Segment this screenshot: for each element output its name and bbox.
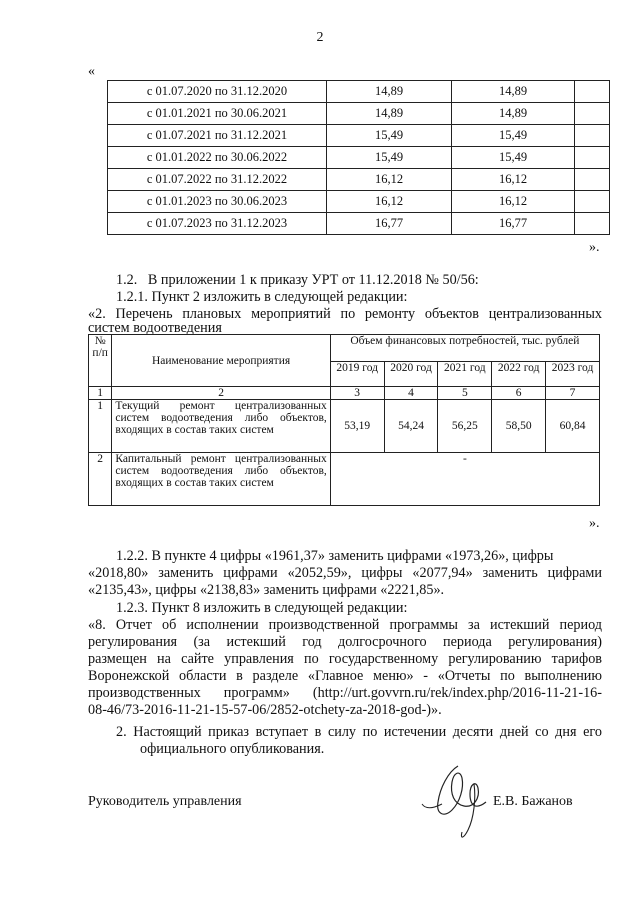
header-num: № п/п — [89, 335, 112, 387]
point8-line: производственных программ» (http://urt.govvrn.ru/rek/index.php/2016-11-21-16- — [88, 685, 602, 701]
period-cell: с 01.07.2021 по 31.12.2021 — [108, 125, 327, 147]
table-header-row — [89, 335, 600, 362]
period-cell: с 01.01.2021 по 30.06.2021 — [108, 103, 327, 125]
value-cell: 56,25 — [438, 400, 492, 453]
point8-line: размещен на сайте управления по государственному регулированию тарифов — [88, 651, 602, 667]
section-1-2: 1.2. В приложении 1 к приказу УРТ от 11.12.2018 № 50/56: — [116, 272, 479, 288]
column-number: 1 — [89, 387, 112, 400]
table2-close-quote: ». — [589, 516, 600, 531]
empty-cell — [575, 169, 610, 191]
section-2-line: 2. Настоящий приказ вступает в силу по истечении десяти дней со дня его — [116, 724, 602, 740]
value-cell: 15,49 — [327, 147, 452, 169]
value-cell: 15,49 — [452, 125, 575, 147]
column-number: 5 — [438, 387, 492, 400]
period-cell: с 01.01.2023 по 30.06.2023 — [108, 191, 327, 213]
period-cell: с 01.01.2022 по 30.06.2022 — [108, 147, 327, 169]
header-year: 2021 год — [438, 362, 492, 387]
empty-cell — [575, 103, 610, 125]
empty-cell — [575, 191, 610, 213]
section-1-2-2-line: «2018,80» заменить цифрами «2052,59», цифры «2077,94» заменить цифрами — [88, 565, 602, 581]
header-volume: Объем финансовых потребностей, тыс. рублей — [330, 335, 599, 362]
section-1-2-3: 1.2.3. Пункт 8 изложить в следующей редакции: — [116, 600, 408, 616]
point8-line: «8. Отчет об исполнении производственной программы за истекший период — [88, 617, 602, 633]
value-cell: 14,89 — [452, 81, 575, 103]
point8-line: регулирования (за истекший год долгосрочного периода регулирования) — [88, 634, 602, 650]
value-cell: 15,49 — [452, 147, 575, 169]
column-number: 6 — [492, 387, 546, 400]
column-number: 4 — [384, 387, 438, 400]
point8-line: Воронежской области в разделе «Главное меню» - «Отчеты по выполнению — [88, 668, 602, 684]
value-cell: 14,89 — [452, 103, 575, 125]
value-cell: 58,50 — [492, 400, 546, 453]
value-cell: 54,24 — [384, 400, 438, 453]
value-cell: 16,12 — [327, 169, 452, 191]
point8-line: 08-46/73-2016-11-21-15-57-06/2852-otchety-za-2018-god-)». — [88, 702, 442, 718]
dash-cell: - — [330, 453, 599, 506]
value-cell: 16,12 — [452, 191, 575, 213]
table-row — [108, 125, 610, 147]
empty-cell — [575, 147, 610, 169]
table1-open-quote: « — [88, 64, 95, 79]
empty-cell — [575, 81, 610, 103]
measure-name: Текущий ремонт централизованных систем водоотведения либо объектов, входящих в состав таких систем — [112, 400, 330, 453]
value-cell: 14,89 — [327, 103, 452, 125]
table-row — [108, 147, 610, 169]
section-1-2-2-line: «2135,43», цифры «2138,83» заменить цифрами «2221,85». — [88, 582, 445, 598]
repair-plan-table — [88, 334, 600, 506]
header-name: Наименование мероприятия — [112, 335, 330, 387]
table-row — [108, 103, 610, 125]
table-row — [108, 169, 610, 191]
value-cell: 16,77 — [327, 213, 452, 235]
signer-position: Руководитель управления — [88, 794, 242, 809]
row-num: 1 — [89, 400, 112, 453]
column-number: 3 — [330, 387, 384, 400]
period-cell: с 01.07.2020 по 31.12.2020 — [108, 81, 327, 103]
section-1-2-2-line: 1.2.2. В пункте 4 цифры «1961,37» заменить цифрами «1973,26», цифры — [116, 548, 554, 564]
section-2-line: официального опубликования. — [140, 741, 325, 757]
header-year: 2019 год — [330, 362, 384, 387]
handwritten-signature — [418, 758, 498, 848]
tariff-table — [107, 80, 610, 235]
measure-name: Капитальный ремонт централизованных систем водоотведения либо объектов, входящих в состав таких систем — [112, 453, 330, 506]
table-row — [108, 81, 610, 103]
table-row — [108, 213, 610, 235]
value-cell: 15,49 — [327, 125, 452, 147]
value-cell: 53,19 — [330, 400, 384, 453]
value-cell: 16,12 — [452, 169, 575, 191]
section-1-2-1: 1.2.1. Пункт 2 изложить в следующей редакции: — [116, 289, 408, 305]
table-row — [89, 400, 600, 453]
column-number: 7 — [546, 387, 600, 400]
value-cell: 60,84 — [546, 400, 600, 453]
header-year: 2020 год — [384, 362, 438, 387]
empty-cell — [575, 213, 610, 235]
period-cell: с 01.07.2022 по 31.12.2022 — [108, 169, 327, 191]
table-row — [89, 453, 600, 506]
page-number: 2 — [316, 30, 324, 45]
row-num: 2 — [89, 453, 112, 506]
empty-cell — [575, 125, 610, 147]
header-year: 2022 год — [492, 362, 546, 387]
value-cell: 16,77 — [452, 213, 575, 235]
period-cell: с 01.07.2023 по 31.12.2023 — [108, 213, 327, 235]
column-number-row — [89, 387, 600, 400]
table-row — [108, 191, 610, 213]
table1-close-quote: ». — [589, 240, 600, 255]
point2-title-line1: «2. Перечень плановых мероприятий по ремонту объектов централизованных — [88, 306, 602, 322]
signer-name: Е.В. Бажанов — [493, 794, 573, 809]
point2-title-line2: систем водоотведения — [88, 320, 222, 336]
value-cell: 16,12 — [327, 191, 452, 213]
column-number: 2 — [112, 387, 330, 400]
header-year: 2023 год — [546, 362, 600, 387]
value-cell: 14,89 — [327, 81, 452, 103]
